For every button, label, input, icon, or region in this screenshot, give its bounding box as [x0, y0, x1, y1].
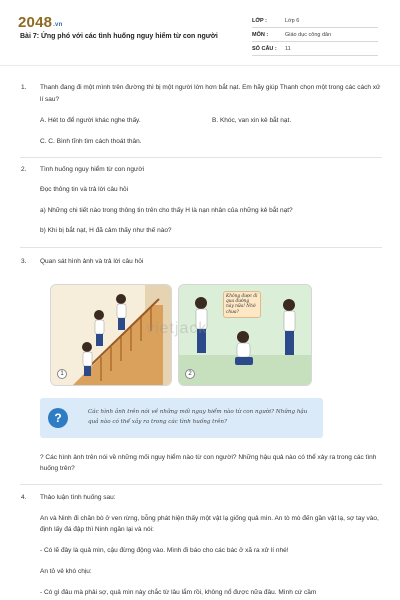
- question-4-text: Thảo luận tình huống sau:: [40, 494, 116, 501]
- question-note-text: Các hình ảnh trên nói về những mối nguy hiểm nào từ con người? Những hậu quả nào có thể xảy ra trong các tình huống trên?: [88, 409, 308, 425]
- lesson-title: Bài 7: Ứng phó với các tình huống nguy hiểm từ con người: [20, 33, 218, 40]
- question-4-paragraph-4: - Có gì đâu mà phải sợ, quả mìn này chắc từ lâu lắm rồi, không nổ được nữa đâu. Mình cứ cầm: [40, 589, 317, 596]
- site-logo[interactable]: 2048.vn: [18, 14, 63, 31]
- document-header: [0, 0, 400, 66]
- question-2-part-a: a) Những chi tiết nào trong thông tin trên cho thấy H là nạn nhân của những kẻ bắt nạt?: [40, 207, 293, 214]
- panel-number-badge: 2: [185, 369, 195, 379]
- divider: [20, 484, 382, 485]
- speech-bubble: Không được đi qua đường này nữa! Nhớ chưa?: [223, 291, 261, 318]
- question-1-number: 1.: [21, 84, 27, 91]
- question-2-text: Tình huống nguy hiểm từ con người: [40, 166, 145, 173]
- question-3-number: 3.: [21, 258, 27, 265]
- question-2-instruction: Đọc thông tin và trả lời câu hỏi: [40, 186, 129, 193]
- question-3-text: Quan sát hình ảnh và trả lời câu hỏi: [40, 258, 144, 265]
- question-4-paragraph-2: - Có lẽ đây là quả mìn, cậu đừng động vào. Mình đi báo cho các bác ở xã ra xử lí nhé!: [40, 547, 289, 554]
- question-1-option-a[interactable]: A. Hét to để người khác nghe thấy.: [40, 117, 141, 124]
- meta-row-subject: MÔN : Giáo dục công dân: [252, 28, 378, 42]
- meta-row-grade: LỚP : Lớp 6: [252, 14, 378, 28]
- watermark: vietjack: [146, 320, 208, 337]
- question-4-paragraph-3: An tỏ vẻ khó chịu:: [40, 568, 92, 575]
- question-4-paragraph-1: An và Ninh đi chăn bò ở ven rừng, bỗng phát hiện thấy một vật lạ giống quả mìn. An tò mò đến gần vật lạ, sợ tay vào, định lấy đá đập thì Ninh ngăn lại và nói:: [40, 515, 379, 533]
- question-2-number: 2.: [21, 166, 27, 173]
- question-1-option-c[interactable]: C. C. Bình tĩnh tìm cách thoát thân.: [40, 138, 142, 145]
- question-note-box: [40, 398, 323, 438]
- question-1-option-b[interactable]: B. Khóc, van xin kẻ bắt nạt.: [212, 117, 292, 124]
- question-3-ask: ? Các hình ảnh trên nói về những mối nguy hiểm nào từ con người? Những hậu quả nào có thể xảy ra trong các tình huống trên?: [40, 454, 377, 472]
- meta-row-count: SỐ CÂU : 11: [252, 42, 378, 56]
- lesson-meta: [252, 14, 378, 56]
- question-1-text: Thanh đang đi một mình trên đường thì bị một người lớn hơn bắt nạt. Em hãy giúp Thanh chọn một trong các cách xử lí sau?: [40, 84, 381, 103]
- question-4-number: 4.: [21, 494, 27, 501]
- divider: [20, 157, 382, 158]
- question-2-part-b: b) Khi bị bắt nạt, H đã cảm thấy như thế nào?: [40, 227, 172, 234]
- panel-number-badge: 1: [57, 369, 67, 379]
- divider: [20, 247, 382, 248]
- question-mark-icon: ?: [48, 408, 68, 428]
